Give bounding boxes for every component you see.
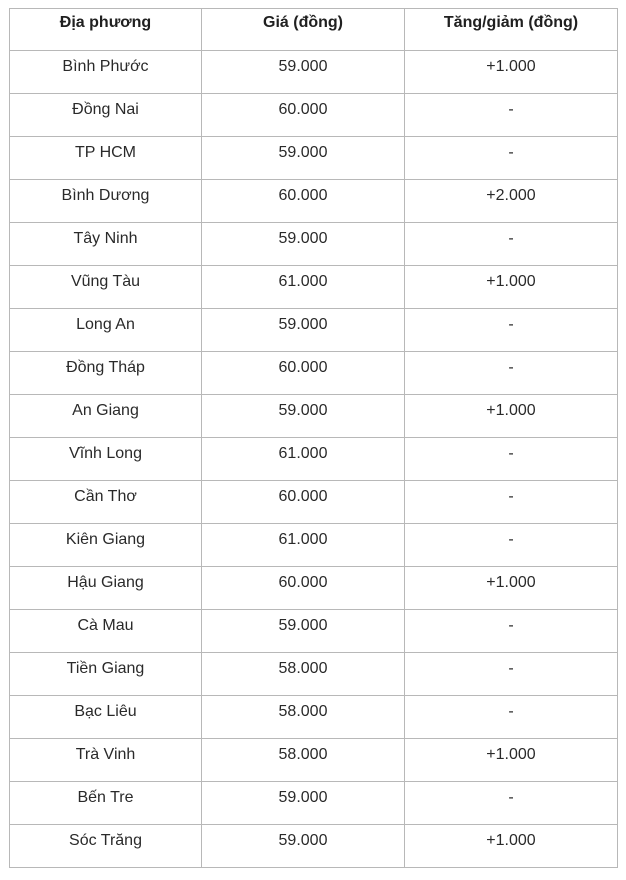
province-cell: An Giang <box>10 395 202 438</box>
province-cell: Tiền Giang <box>10 653 202 696</box>
price-cell: 59.000 <box>202 223 405 266</box>
price-cell: 58.000 <box>202 739 405 782</box>
table-row <box>10 653 618 696</box>
province-cell: Tây Ninh <box>10 223 202 266</box>
table-row <box>10 739 618 782</box>
table-row <box>10 223 618 266</box>
change-cell: +1.000 <box>405 51 618 94</box>
table-row <box>10 567 618 610</box>
price-cell: 59.000 <box>202 782 405 825</box>
table-row <box>10 395 618 438</box>
province-cell: Bạc Liêu <box>10 696 202 739</box>
change-cell: - <box>405 481 618 524</box>
change-cell: - <box>405 782 618 825</box>
province-cell: Bình Dương <box>10 180 202 223</box>
change-cell: - <box>405 137 618 180</box>
change-cell: - <box>405 696 618 739</box>
change-cell: +1.000 <box>405 739 618 782</box>
header-price: Giá (đồng) <box>202 9 405 51</box>
table-row <box>10 438 618 481</box>
price-cell: 60.000 <box>202 180 405 223</box>
table-body <box>10 51 618 868</box>
table-row <box>10 180 618 223</box>
province-cell: Hậu Giang <box>10 567 202 610</box>
change-cell: - <box>405 352 618 395</box>
header-change: Tăng/giảm (đồng) <box>405 9 618 51</box>
province-cell: Đồng Nai <box>10 94 202 137</box>
table-row <box>10 524 618 567</box>
price-cell: 58.000 <box>202 696 405 739</box>
price-cell: 59.000 <box>202 137 405 180</box>
table-row <box>10 309 618 352</box>
province-cell: Vũng Tàu <box>10 266 202 309</box>
change-cell: - <box>405 309 618 352</box>
change-cell: +1.000 <box>405 825 618 868</box>
price-cell: 60.000 <box>202 352 405 395</box>
change-cell: +1.000 <box>405 266 618 309</box>
table-row <box>10 610 618 653</box>
price-cell: 61.000 <box>202 524 405 567</box>
province-cell: TP HCM <box>10 137 202 180</box>
change-cell: - <box>405 223 618 266</box>
price-cell: 59.000 <box>202 610 405 653</box>
table-row <box>10 481 618 524</box>
change-cell: - <box>405 610 618 653</box>
change-cell: - <box>405 94 618 137</box>
province-cell: Sóc Trăng <box>10 825 202 868</box>
price-table <box>9 8 618 868</box>
province-cell: Bến Tre <box>10 782 202 825</box>
table-row <box>10 782 618 825</box>
change-cell: +1.000 <box>405 395 618 438</box>
province-cell: Long An <box>10 309 202 352</box>
price-cell: 59.000 <box>202 395 405 438</box>
change-cell: +2.000 <box>405 180 618 223</box>
table-row <box>10 94 618 137</box>
table-row <box>10 137 618 180</box>
province-cell: Cần Thơ <box>10 481 202 524</box>
table-row <box>10 825 618 868</box>
table-header-row <box>10 9 618 51</box>
province-cell: Bình Phước <box>10 51 202 94</box>
price-cell: 59.000 <box>202 309 405 352</box>
change-cell: +1.000 <box>405 567 618 610</box>
table-row <box>10 266 618 309</box>
change-cell: - <box>405 524 618 567</box>
price-cell: 59.000 <box>202 51 405 94</box>
table-row <box>10 696 618 739</box>
province-cell: Đồng Tháp <box>10 352 202 395</box>
change-cell: - <box>405 653 618 696</box>
change-cell: - <box>405 438 618 481</box>
price-cell: 60.000 <box>202 481 405 524</box>
table-row <box>10 51 618 94</box>
price-cell: 59.000 <box>202 825 405 868</box>
province-cell: Kiên Giang <box>10 524 202 567</box>
province-cell: Vĩnh Long <box>10 438 202 481</box>
table-row <box>10 352 618 395</box>
header-province: Địa phương <box>10 9 202 51</box>
price-cell: 61.000 <box>202 438 405 481</box>
price-cell: 58.000 <box>202 653 405 696</box>
province-cell: Cà Mau <box>10 610 202 653</box>
price-cell: 60.000 <box>202 94 405 137</box>
price-cell: 60.000 <box>202 567 405 610</box>
price-cell: 61.000 <box>202 266 405 309</box>
province-cell: Trà Vinh <box>10 739 202 782</box>
